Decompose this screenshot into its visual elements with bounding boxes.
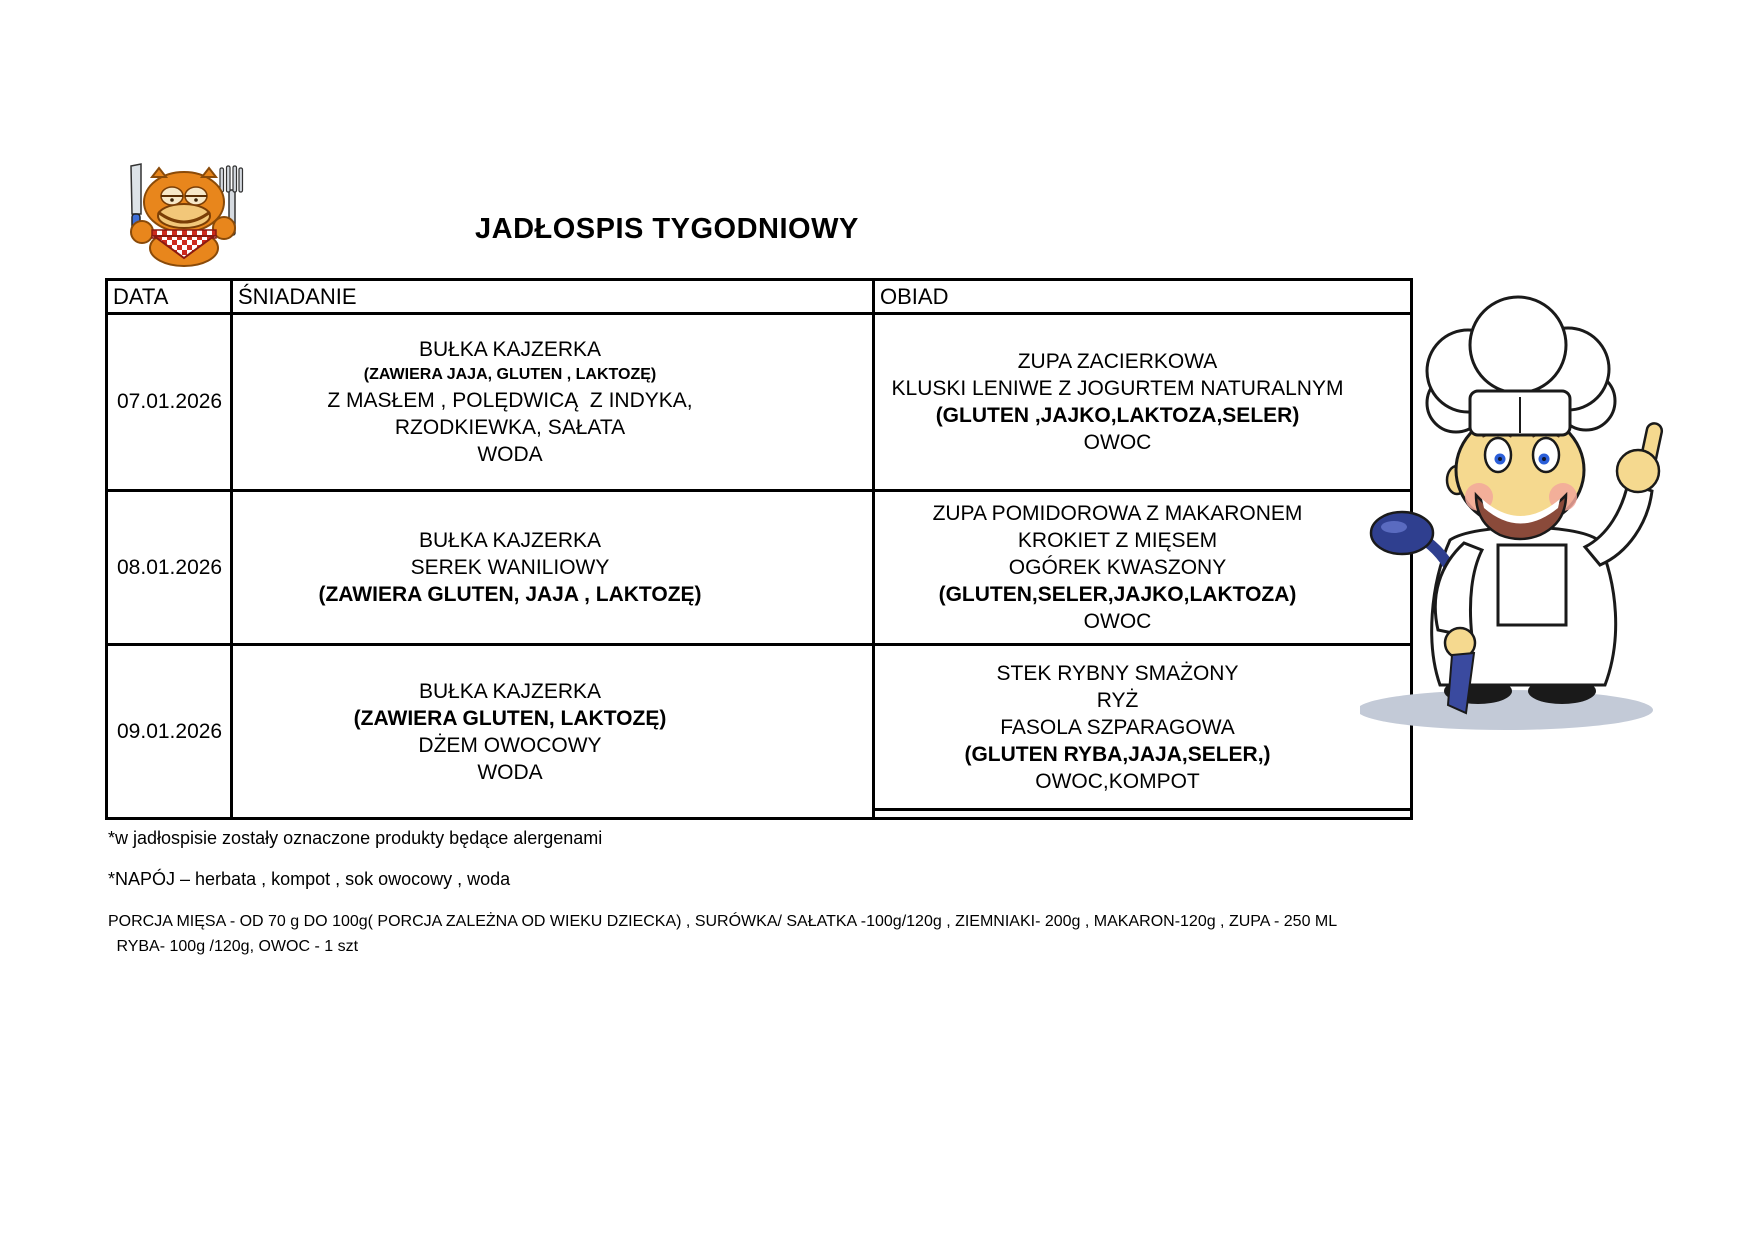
menu-line: RYŻ	[1096, 688, 1139, 712]
menu-line: Z MASŁEM , POLĘDWICĄ Z INDYKA,	[327, 389, 693, 412]
menu-line: KROKIET Z MIĘSEM	[1017, 529, 1218, 552]
allergen-line: (GLUTEN,SELER,JAJKO,LAKTOZA)	[938, 583, 1297, 606]
allergen-line: (GLUTEN RYBA,JAJA,SELER,)	[964, 742, 1271, 766]
footnote-drinks: *NAPÓJ – herbata , kompot , sok owocowy , woda	[108, 869, 511, 889]
date-cell: 09.01.2026	[117, 719, 223, 743]
menu-line: OWOC	[1083, 610, 1152, 633]
breakfast-cell	[233, 315, 872, 489]
menu-table	[105, 278, 1413, 820]
breakfast-cell	[233, 492, 872, 643]
menu-line: OWOC	[1083, 431, 1152, 454]
allergen-line: (ZAWIERA GLUTEN, JAJA , LAKTOZĘ)	[318, 583, 702, 606]
menu-line: STEK RYBNY SMAŻONY	[996, 661, 1239, 685]
menu-line: BUŁKA KAJZERKA	[418, 529, 602, 552]
lunch-box-bottom-border	[875, 808, 1410, 811]
lunch-cell	[875, 492, 1410, 643]
footnote-portions-line1: PORCJA MIĘSA - OD 70 g DO 100g( PORCJA ZALEŻNA OD WIEKU DZIECKA) , SURÓWKA/ SAŁATKA -100g/120g , ZIEMNIAKI- 200g , MAKARON-120g , ZUPA - 250 ML	[108, 913, 1338, 930]
header-breakfast: ŚNIADANIE	[238, 283, 357, 309]
menu-line: BUŁKA KAJZERKA	[418, 679, 602, 703]
menu-line: DŻEM OWOCOWY	[418, 733, 602, 757]
menu-line: BUŁKA KAJZERKA	[418, 338, 602, 361]
lunch-cell	[875, 646, 1410, 808]
menu-line: ZUPA ZACIERKOWA	[1017, 350, 1218, 373]
allergen-line: (GLUTEN ,JAJKO,LAKTOZA,SELER)	[935, 404, 1300, 427]
footnote-portions-line2: RYBA- 100g /120g, OWOC - 1 szt	[112, 938, 359, 955]
header-lunch: OBIAD	[880, 283, 949, 309]
menu-line: WODA	[477, 760, 543, 784]
menu-line: RZODKIEWKA, SAŁATA	[394, 416, 626, 439]
menu-line: ZUPA POMIDOROWA Z MAKARONEM	[932, 502, 1303, 525]
menu-line: FASOLA SZPARAGOWA	[1000, 715, 1235, 739]
date-cell: 08.01.2026	[117, 555, 223, 579]
menu-line: OGÓREK KWASZONY	[1008, 556, 1227, 579]
menu-line: KLUSKI LENIWE Z JOGURTEM NATURALNYM	[891, 377, 1344, 400]
date-cell: 07.01.2026	[117, 390, 223, 413]
chef-mascot-icon	[1360, 285, 1680, 740]
header-date: DATA	[113, 283, 169, 309]
allergen-line: (ZAWIERA JAJA, GLUTEN , LAKTOZĘ)	[363, 366, 657, 383]
page-title: JADŁOSPIS TYGODNIOWY	[475, 213, 859, 245]
menu-line: SEREK WANILIOWY	[410, 556, 610, 579]
menu-line: WODA	[477, 443, 543, 466]
footnote-allergens: *w jadłospisie zostały oznaczone produkty będące alergenami	[108, 828, 603, 848]
lunch-cell	[875, 315, 1410, 489]
allergen-line: (ZAWIERA GLUTEN, LAKTOZĘ)	[353, 706, 667, 730]
breakfast-cell	[233, 646, 872, 817]
menu-line: OWOC,KOMPOT	[1035, 769, 1200, 793]
garfield-cat-icon	[112, 160, 262, 267]
